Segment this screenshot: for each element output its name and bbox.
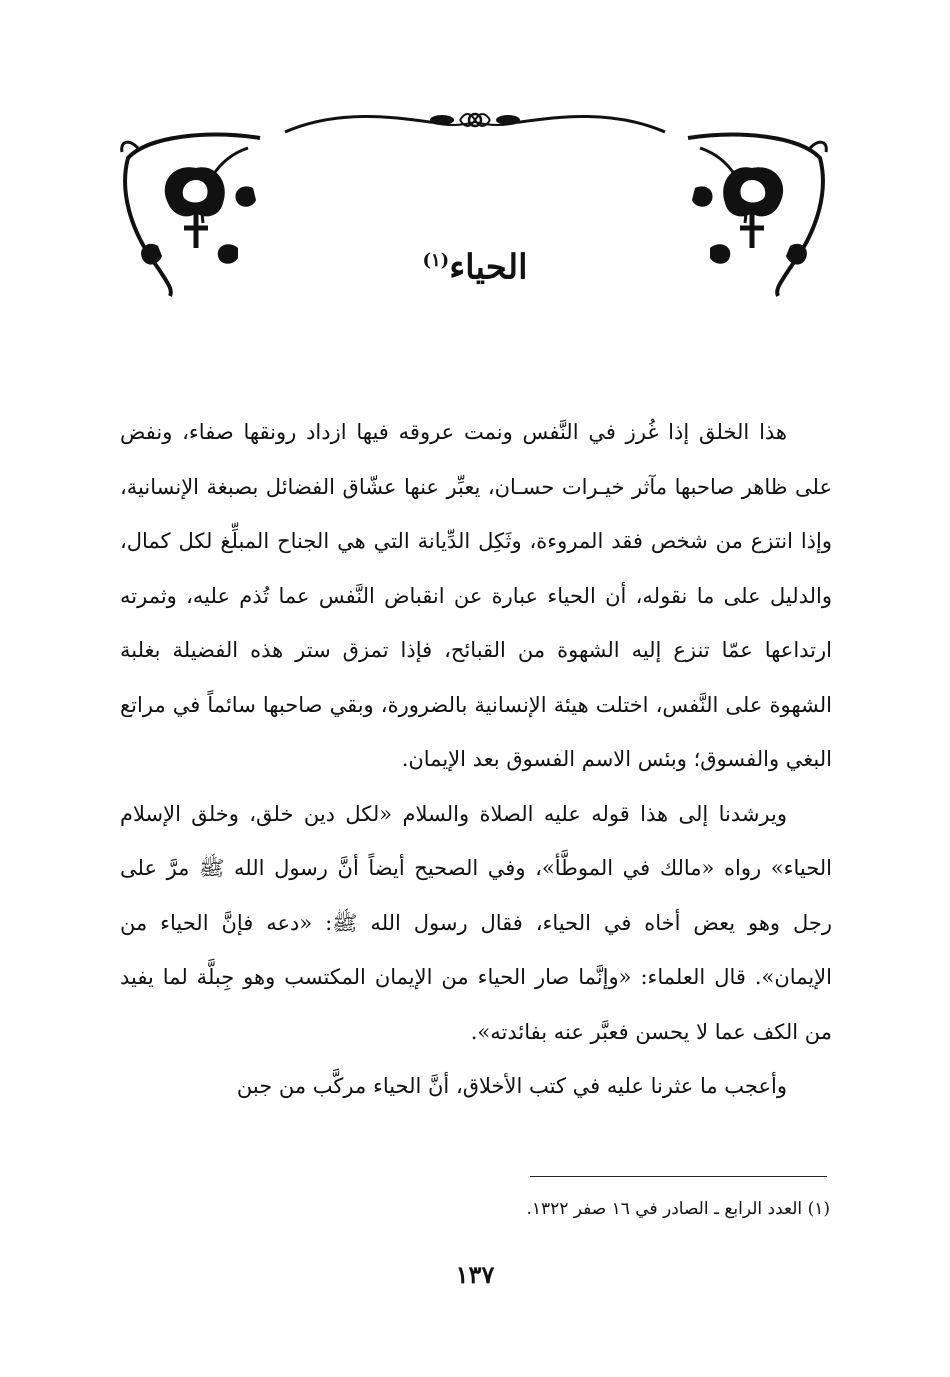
chapter-title-text: الحياء — [449, 247, 528, 288]
paragraph-3: وأعجب ما عثرنا عليه في كتب الأخلاق، أنَّ الحياء مركَّب من جبن — [236, 1074, 787, 1098]
top-flourish-ornament — [280, 100, 670, 140]
footnote-text: العدد الرابع ـ الصادر في ١٦ صفر ١٣٢٢. — [526, 1199, 803, 1219]
paragraph-1: هذا الخلق إذا غُرز في النَّفس ونمت عروقه فيها ازداد رونقها صفاء، ونفض على ظاهر صاحبها مآثر خيـرات حسـان، يعبِّر عنها عشّاق الفضائل بصبغة الإنسانية، وإذا انتزع من شخص فقد المروءة، وثَكِل الدِّيانة التي هي الجناح المبلِّغ لكل كمال، والدليل على ما نقوله، أن الحياء عبارة عن انقباض النَّفس عما تُذم عليه، وثمرته ارتداعها عمّا تنزع إليه الشهوة من القبائح، فإذا تمزق ستر هذه الفضيلة بغلبة الشهوة على النَّفس، اختلت هيئة الإنسانية بالضرورة، وبقي صاحبها سائماً في مراتع البغي والفسوق؛ وبئس الاسم الفسوق بعد الإيمان. — [120, 420, 832, 771]
paragraph-2: ويرشدنا إلى هذا قوله عليه الصلاة والسلام «لكل دين خلق، وخلق الإسلام الحياء» رواه «مالك في الموطَّأ»، وفي الصحيح أيضاً أنَّ رسول الله ﷺ مرَّ على رجل وهو يعض أخاه في الحياء، فقال رسول الله ﷺ: «دعه فإنَّ الحياء من الإيمان». قال العلماء: «وإنَّما صار الحياء من الإيمان المكتسب وهو جِبلَّة لما يفيد من الكف عما لا يحسن فعبَّر عنه بفائدته». — [120, 801, 832, 1044]
footnote — [300, 1194, 830, 1224]
page-number: ١٣٧ — [455, 1260, 495, 1289]
right-corner-ornament — [680, 128, 830, 298]
footnote-divider — [530, 1176, 827, 1177]
body-text — [120, 405, 832, 1114]
footnote-marker: (١) — [807, 1199, 830, 1219]
chapter-title — [300, 238, 650, 290]
left-corner-ornament — [118, 128, 268, 298]
title-footnote-marker: (١) — [422, 250, 450, 271]
